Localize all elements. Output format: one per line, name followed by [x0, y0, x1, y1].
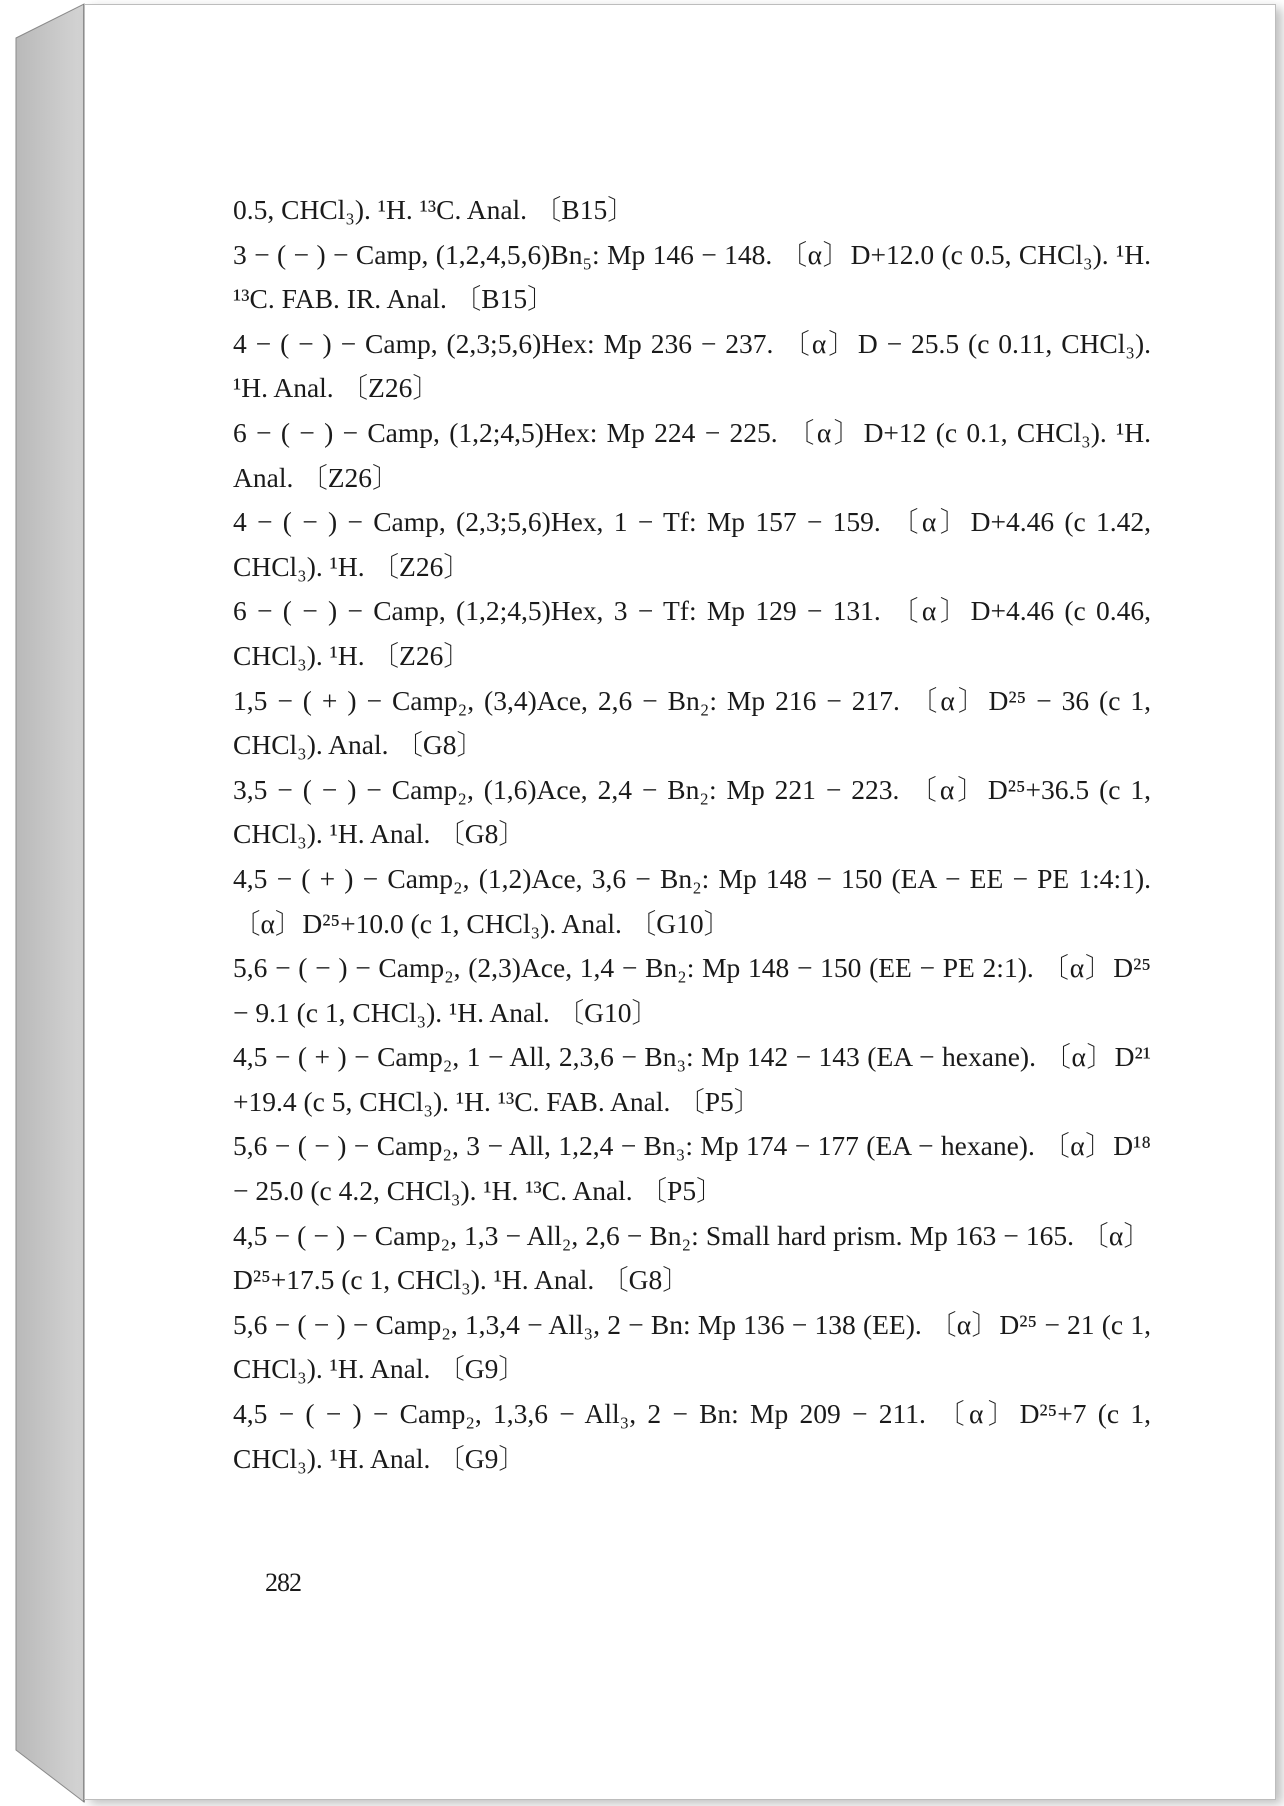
entry-13: 5,6 − ( − ) − Camp₂, 1,3,4 − All₃, 2 − Bn: Mp 136 − 138 (EE). 〔α〕D²⁵ − 21 (c 1, CHCl₃). ¹H. Anal. 〔G9〕 [233, 1308, 1151, 1385]
entry-14: 4,5 − ( − ) − Camp₂, 1,3,6 − All₃, 2 − Bn: Mp 209 − 211. 〔α〕D²⁵+7 (c 1, CHCl₃). ¹H. Anal. 〔G9〕 [233, 1398, 1151, 1474]
entry-9: 5,6 − ( − ) − Camp₂, (2,3)Ace, 1,4 − Bn₂: Mp 148 − 150 (EE − PE 2:1). 〔α〕D²⁵ − 9.1 (c 1, CHCl₃). ¹H. Anal. 〔G10〕 [233, 952, 1151, 1028]
entry-10: 4,5 − ( + ) − Camp₂, 1 − All, 2,3,6 − Bn₃: Mp 142 − 143 (EA − hexane). 〔α〕D²¹ +19.4 (c 5, CHCl₃). ¹H. ¹³C. FAB. Anal. 〔P5〕 [233, 1041, 1151, 1117]
entry-3: 6 − ( − ) − Camp, (1,2;4,5)Hex: Mp 224 − 225. 〔α〕D+12 (c 0.1, CHCl₃). ¹H. Anal. 〔Z26〕 [233, 416, 1151, 493]
entry-1: 3 − ( − ) − Camp, (1,2,4,5,6)Bn₅: Mp 146 − 148. 〔α〕D+12.0 (c 0.5, CHCl₃). ¹H. ¹³C. FAB. IR. Anal. 〔B15〕 [233, 238, 1151, 315]
entry-0: 0.5, CHCl₃). ¹H. ¹³C. Anal. 〔B15〕 [233, 194, 635, 225]
entry-list [233, 188, 1151, 1481]
entry-12: 4,5 − ( − ) − Camp₂, 1,3 − All₂, 2,6 − Bn₂: Small hard prism. Mp 163 − 165. 〔α〕D²⁵+17.5 (c 1, CHCl₃). ¹H. Anal. 〔G8〕 [233, 1219, 1151, 1296]
entry-11: 5,6 − ( − ) − Camp₂, 3 − All, 1,2,4 − Bn₃: Mp 174 − 177 (EA − hexane). 〔α〕D¹⁸ − 25.0 (c 4.2, CHCl₃). ¹H. ¹³C. Anal. 〔P5〕 [233, 1130, 1151, 1207]
entry-6: 1,5 − ( + ) − Camp₂, (3,4)Ace, 2,6 − Bn₂: Mp 216 − 217. 〔α〕D²⁵ − 36 (c 1, CHCl₃). Anal. 〔G8〕 [233, 684, 1151, 761]
page-number: 282 [265, 1568, 301, 1597]
entry-8: 4,5 − ( + ) − Camp₂, (1,2)Ace, 3,6 − Bn₂: Mp 148 − 150 (EA − EE − PE 1:4:1). 〔α〕D²⁵+10.0 (c 1, CHCl₃). Anal. 〔G10〕 [233, 862, 1151, 939]
book-spine [0, 0, 90, 1806]
entry-7: 3,5 − ( − ) − Camp₂, (1,6)Ace, 2,4 − Bn₂: Mp 221 − 223. 〔α〕D²⁵+36.5 (c 1, CHCl₃). ¹H. Anal. 〔G8〕 [233, 773, 1151, 850]
entry-5: 6 − ( − ) − Camp, (1,2;4,5)Hex, 3 − Tf: Mp 129 − 131. 〔α〕D+4.46 (c 0.46, CHCl₃). ¹H. 〔Z26〕 [233, 595, 1151, 671]
entry-4: 4 − ( − ) − Camp, (2,3;5,6)Hex, 1 − Tf: Mp 157 − 159. 〔α〕D+4.46 (c 1.42, CHCl₃). ¹H. 〔Z26〕 [233, 506, 1151, 582]
entry-2: 4 − ( − ) − Camp, (2,3;5,6)Hex: Mp 236 − 237. 〔α〕D − 25.5 (c 0.11, CHCl₃). ¹H. Anal. 〔Z26〕 [233, 327, 1151, 404]
